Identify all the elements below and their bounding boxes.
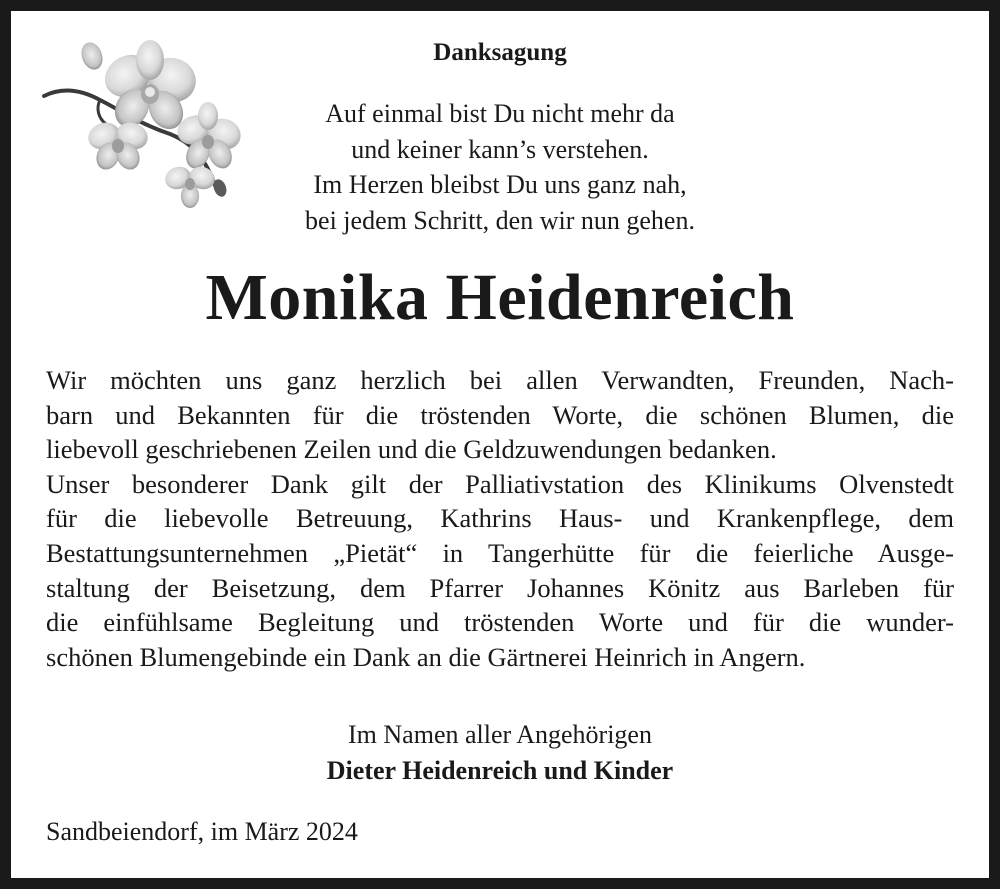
body-line: barn und Bekannten für die tröstenden Worte, die schönen Blumen, die: [46, 399, 954, 430]
poem-line: Im Herzen bleibst Du uns ganz nah,: [313, 170, 687, 199]
body-line: die einfühlsame Begleitung und tröstenden Worte und für die wunder-: [46, 607, 954, 638]
thank-you-text: [46, 363, 954, 674]
notice-heading: Danksagung: [433, 39, 567, 66]
deceased-name: Monika Heidenreich: [205, 261, 795, 334]
poem-line: Auf einmal bist Du nicht mehr da: [325, 99, 675, 128]
signature: Dieter Heidenreich und Kinder: [326, 756, 674, 785]
poem-line: und keiner kann’s verstehen.: [351, 134, 649, 164]
body-line: Wir möchten uns ganz herzlich bei allen Verwandten, Freunden, Nach-: [46, 365, 954, 395]
body-line: Unser besonderer Dank gilt der Palliativstation des Klinikums Olvenstedt: [46, 468, 954, 499]
closing-line: Im Namen aller Angehörigen: [348, 720, 652, 749]
body-line: staltung der Beisetzung, dem Pfarrer Johannes Könitz aus Barleben für: [46, 572, 954, 603]
body-line: für die liebevolle Betreuung, Kathrins Haus- und Krankenpflege, dem: [46, 503, 954, 534]
closing-block: [0, 717, 1000, 789]
poem: [0, 96, 1000, 238]
poem-line: bei jedem Schritt, den wir nun gehen.: [305, 205, 695, 235]
body-line: schönen Blumengebinde ein Dank an die Gärtnerei Heinrich in Angern.: [46, 641, 806, 672]
body-line: Bestattungsunternehmen „Pietät“ in Tangerhütte für die feierliche Ausge-: [46, 537, 954, 568]
body-line: liebevoll geschriebenen Zeilen und die Geldzuwendungen bedanken.: [46, 434, 777, 465]
place-date: Sandbeiendorf, im März 2024: [46, 817, 358, 846]
